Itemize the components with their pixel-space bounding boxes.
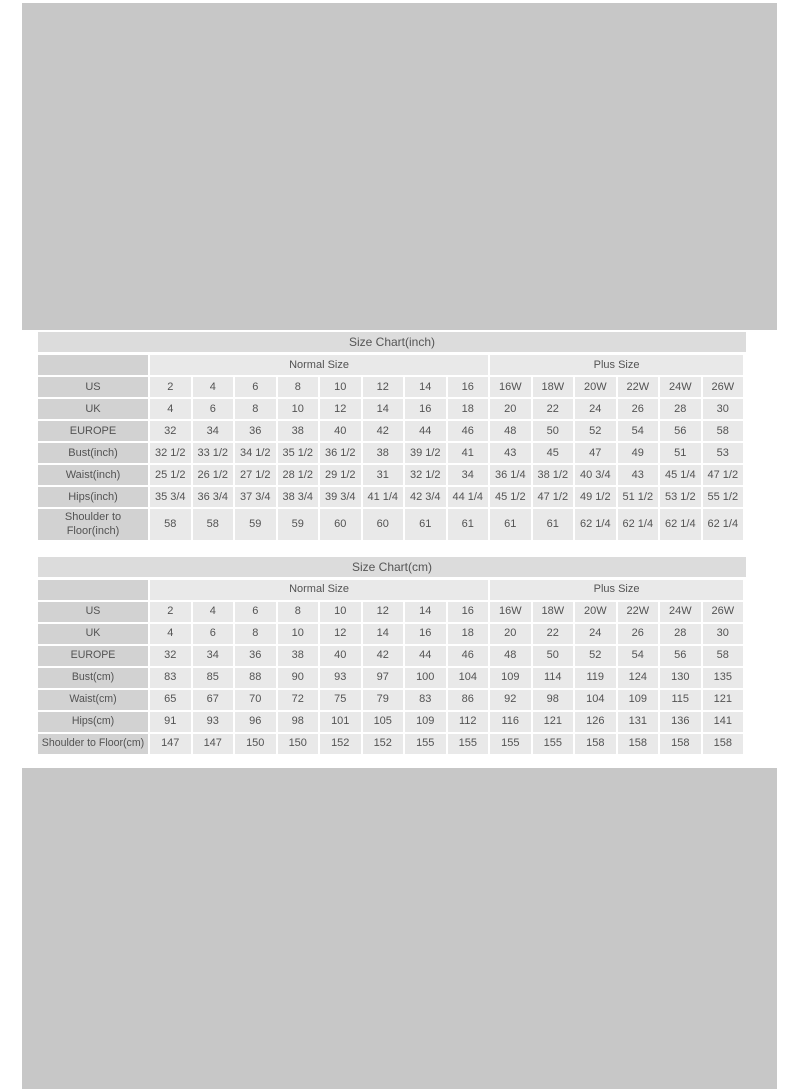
size-value-cell: 126 (575, 712, 616, 732)
size-value-cell: 35 3/4 (150, 487, 191, 507)
corner-cell (38, 580, 148, 600)
size-value-cell: 158 (618, 734, 659, 754)
size-value-cell: 12 (320, 624, 361, 644)
size-value-cell: 62 1/4 (618, 509, 659, 540)
size-value-cell: 8 (278, 377, 319, 397)
size-value-cell: 104 (448, 668, 489, 688)
size-value-cell: 109 (490, 668, 531, 688)
size-value-cell: 47 1/2 (533, 487, 574, 507)
size-value-cell: 41 1/4 (363, 487, 404, 507)
size-value-cell: 18W (533, 602, 574, 622)
row-label: Shoulder to Floor(cm) (38, 734, 148, 754)
size-value-cell: 44 (405, 421, 446, 441)
size-value-cell: 79 (363, 690, 404, 710)
size-value-cell: 45 (533, 443, 574, 463)
size-value-cell: 45 1/4 (660, 465, 701, 485)
size-value-cell: 155 (490, 734, 531, 754)
size-value-cell: 2 (150, 377, 191, 397)
row-label: US (38, 602, 148, 622)
size-value-cell: 98 (278, 712, 319, 732)
size-value-cell: 83 (405, 690, 446, 710)
size-value-cell: 98 (533, 690, 574, 710)
size-value-cell: 45 1/2 (490, 487, 531, 507)
row-label: EUROPE (38, 421, 148, 441)
size-value-cell: 92 (490, 690, 531, 710)
size-value-cell: 16 (448, 377, 489, 397)
size-value-cell: 62 1/4 (575, 509, 616, 540)
table-row (38, 421, 743, 441)
size-value-cell: 34 1/2 (235, 443, 276, 463)
size-value-cell: 158 (703, 734, 744, 754)
product-photo-placeholder-top (22, 3, 777, 330)
size-value-cell: 54 (618, 421, 659, 441)
size-value-cell: 114 (533, 668, 574, 688)
size-value-cell: 58 (150, 509, 191, 540)
corner-cell (38, 355, 148, 375)
size-value-cell: 59 (278, 509, 319, 540)
table-row (38, 690, 743, 710)
size-value-cell: 20W (575, 377, 616, 397)
size-value-cell: 38 (278, 421, 319, 441)
size-value-cell: 27 1/2 (235, 465, 276, 485)
size-value-cell: 6 (235, 377, 276, 397)
size-value-cell: 28 (660, 399, 701, 419)
size-value-cell: 62 1/4 (703, 509, 744, 540)
size-value-cell: 36 1/2 (320, 443, 361, 463)
size-value-cell: 101 (320, 712, 361, 732)
size-value-cell: 42 (363, 646, 404, 666)
size-value-cell: 40 (320, 421, 361, 441)
size-value-cell: 14 (363, 399, 404, 419)
column-group-header: Plus Size (490, 355, 743, 375)
table-row (38, 624, 743, 644)
table-row (38, 602, 743, 622)
size-value-cell: 115 (660, 690, 701, 710)
size-value-cell: 56 (660, 421, 701, 441)
size-value-cell: 155 (405, 734, 446, 754)
size-value-cell: 20 (490, 624, 531, 644)
size-value-cell: 150 (235, 734, 276, 754)
size-value-cell: 90 (278, 668, 319, 688)
size-value-cell: 83 (150, 668, 191, 688)
table-row (38, 734, 743, 754)
size-value-cell: 43 (618, 465, 659, 485)
size-value-cell: 25 1/2 (150, 465, 191, 485)
size-value-cell: 35 1/2 (278, 443, 319, 463)
size-value-cell: 12 (363, 377, 404, 397)
size-value-cell: 50 (533, 421, 574, 441)
size-value-cell: 93 (193, 712, 234, 732)
size-value-cell: 38 (363, 443, 404, 463)
size-value-cell: 20 (490, 399, 531, 419)
size-value-cell: 105 (363, 712, 404, 732)
size-value-cell: 22 (533, 399, 574, 419)
size-value-cell: 121 (533, 712, 574, 732)
size-value-cell: 61 (533, 509, 574, 540)
size-value-cell: 26W (703, 602, 744, 622)
size-value-cell: 58 (193, 509, 234, 540)
size-value-cell: 24 (575, 399, 616, 419)
size-value-cell: 24W (660, 377, 701, 397)
table-row (38, 487, 743, 507)
size-value-cell: 67 (193, 690, 234, 710)
size-value-cell: 4 (150, 399, 191, 419)
size-value-cell: 112 (448, 712, 489, 732)
size-value-cell: 91 (150, 712, 191, 732)
size-chart-inch-table (36, 353, 745, 542)
row-label: UK (38, 624, 148, 644)
size-value-cell: 75 (320, 690, 361, 710)
size-value-cell: 152 (320, 734, 361, 754)
row-label: Bust(inch) (38, 443, 148, 463)
size-value-cell: 36 (235, 646, 276, 666)
size-value-cell: 28 (660, 624, 701, 644)
size-value-cell: 16W (490, 377, 531, 397)
table-row (38, 668, 743, 688)
size-value-cell: 59 (235, 509, 276, 540)
size-value-cell: 121 (703, 690, 744, 710)
size-value-cell: 51 1/2 (618, 487, 659, 507)
size-value-cell: 34 (448, 465, 489, 485)
size-value-cell: 16W (490, 602, 531, 622)
size-value-cell: 18W (533, 377, 574, 397)
size-value-cell: 26 1/2 (193, 465, 234, 485)
size-value-cell: 10 (320, 377, 361, 397)
size-value-cell: 32 1/2 (405, 465, 446, 485)
column-group-header: Plus Size (490, 580, 743, 600)
size-value-cell: 31 (363, 465, 404, 485)
size-value-cell: 46 (448, 646, 489, 666)
size-value-cell: 42 (363, 421, 404, 441)
size-value-cell: 33 1/2 (193, 443, 234, 463)
size-value-cell: 155 (448, 734, 489, 754)
size-value-cell: 136 (660, 712, 701, 732)
size-value-cell: 36 1/4 (490, 465, 531, 485)
table-row (38, 646, 743, 666)
size-value-cell: 24W (660, 602, 701, 622)
column-group-header: Normal Size (150, 580, 488, 600)
size-chart-cm (38, 557, 746, 756)
size-value-cell: 49 (618, 443, 659, 463)
size-value-cell: 36 (235, 421, 276, 441)
size-value-cell: 18 (448, 399, 489, 419)
size-value-cell: 43 (490, 443, 531, 463)
size-value-cell: 60 (320, 509, 361, 540)
size-value-cell: 8 (278, 602, 319, 622)
size-value-cell: 39 1/2 (405, 443, 446, 463)
row-label: EUROPE (38, 646, 148, 666)
row-label: Waist(cm) (38, 690, 148, 710)
size-value-cell: 58 (703, 646, 744, 666)
size-value-cell: 39 3/4 (320, 487, 361, 507)
table-row (38, 465, 743, 485)
size-value-cell: 141 (703, 712, 744, 732)
row-label: Shoulder to Floor(inch) (38, 509, 148, 540)
size-value-cell: 116 (490, 712, 531, 732)
size-value-cell: 38 3/4 (278, 487, 319, 507)
size-value-cell: 47 1/2 (703, 465, 744, 485)
size-value-cell: 50 (533, 646, 574, 666)
size-value-cell: 70 (235, 690, 276, 710)
size-value-cell: 61 (405, 509, 446, 540)
row-label: Bust(cm) (38, 668, 148, 688)
size-value-cell: 152 (363, 734, 404, 754)
size-value-cell: 55 1/2 (703, 487, 744, 507)
size-value-cell: 58 (703, 421, 744, 441)
size-value-cell: 131 (618, 712, 659, 732)
size-value-cell: 6 (193, 624, 234, 644)
size-value-cell: 100 (405, 668, 446, 688)
size-value-cell: 72 (278, 690, 319, 710)
size-value-cell: 65 (150, 690, 191, 710)
size-value-cell: 6 (193, 399, 234, 419)
table-row (38, 443, 743, 463)
size-value-cell: 109 (618, 690, 659, 710)
table-row (38, 399, 743, 419)
size-value-cell: 41 (448, 443, 489, 463)
size-value-cell: 14 (405, 377, 446, 397)
size-value-cell: 119 (575, 668, 616, 688)
size-value-cell: 150 (278, 734, 319, 754)
size-value-cell: 22W (618, 377, 659, 397)
size-value-cell: 12 (320, 399, 361, 419)
size-value-cell: 155 (533, 734, 574, 754)
size-value-cell: 46 (448, 421, 489, 441)
row-label: Hips(inch) (38, 487, 148, 507)
size-value-cell: 44 1/4 (448, 487, 489, 507)
size-value-cell: 32 (150, 646, 191, 666)
size-value-cell: 53 (703, 443, 744, 463)
size-value-cell: 124 (618, 668, 659, 688)
size-chart-inch (38, 332, 746, 542)
size-value-cell: 12 (363, 602, 404, 622)
size-value-cell: 30 (703, 624, 744, 644)
size-value-cell: 62 1/4 (660, 509, 701, 540)
size-value-cell: 51 (660, 443, 701, 463)
size-value-cell: 93 (320, 668, 361, 688)
size-value-cell: 158 (575, 734, 616, 754)
size-value-cell: 37 3/4 (235, 487, 276, 507)
size-value-cell: 40 (320, 646, 361, 666)
size-value-cell: 61 (448, 509, 489, 540)
size-value-cell: 4 (193, 602, 234, 622)
size-value-cell: 10 (278, 399, 319, 419)
size-value-cell: 32 (150, 421, 191, 441)
size-value-cell: 54 (618, 646, 659, 666)
size-value-cell: 36 3/4 (193, 487, 234, 507)
size-chart-inch-title: Size Chart(inch) (38, 332, 746, 352)
size-value-cell: 34 (193, 646, 234, 666)
size-value-cell: 96 (235, 712, 276, 732)
table-row (38, 509, 743, 540)
size-value-cell: 18 (448, 624, 489, 644)
size-value-cell: 158 (660, 734, 701, 754)
size-value-cell: 22W (618, 602, 659, 622)
size-value-cell: 47 (575, 443, 616, 463)
size-chart-cm-title: Size Chart(cm) (38, 557, 746, 577)
size-value-cell: 6 (235, 602, 276, 622)
size-value-cell: 53 1/2 (660, 487, 701, 507)
table-row (38, 377, 743, 397)
size-value-cell: 26 (618, 624, 659, 644)
row-label: Hips(cm) (38, 712, 148, 732)
size-value-cell: 32 1/2 (150, 443, 191, 463)
size-value-cell: 85 (193, 668, 234, 688)
size-value-cell: 130 (660, 668, 701, 688)
size-value-cell: 10 (320, 602, 361, 622)
column-group-header-row (38, 355, 743, 375)
size-value-cell: 26W (703, 377, 744, 397)
size-value-cell: 20W (575, 602, 616, 622)
size-value-cell: 88 (235, 668, 276, 688)
size-value-cell: 28 1/2 (278, 465, 319, 485)
size-value-cell: 104 (575, 690, 616, 710)
row-label: Waist(inch) (38, 465, 148, 485)
row-label: US (38, 377, 148, 397)
size-value-cell: 147 (193, 734, 234, 754)
size-value-cell: 147 (150, 734, 191, 754)
size-value-cell: 61 (490, 509, 531, 540)
size-value-cell: 48 (490, 421, 531, 441)
size-value-cell: 38 (278, 646, 319, 666)
size-value-cell: 97 (363, 668, 404, 688)
size-value-cell: 44 (405, 646, 446, 666)
column-group-header: Normal Size (150, 355, 488, 375)
size-value-cell: 4 (193, 377, 234, 397)
size-value-cell: 52 (575, 646, 616, 666)
size-value-cell: 29 1/2 (320, 465, 361, 485)
size-value-cell: 2 (150, 602, 191, 622)
size-value-cell: 4 (150, 624, 191, 644)
size-value-cell: 34 (193, 421, 234, 441)
size-value-cell: 135 (703, 668, 744, 688)
size-value-cell: 10 (278, 624, 319, 644)
size-value-cell: 30 (703, 399, 744, 419)
size-value-cell: 86 (448, 690, 489, 710)
row-label: UK (38, 399, 148, 419)
size-value-cell: 24 (575, 624, 616, 644)
size-value-cell: 14 (363, 624, 404, 644)
size-value-cell: 16 (448, 602, 489, 622)
size-chart-cm-table (36, 578, 745, 756)
size-value-cell: 42 3/4 (405, 487, 446, 507)
size-value-cell: 48 (490, 646, 531, 666)
size-value-cell: 8 (235, 399, 276, 419)
column-group-header-row (38, 580, 743, 600)
size-value-cell: 26 (618, 399, 659, 419)
size-value-cell: 22 (533, 624, 574, 644)
size-value-cell: 16 (405, 399, 446, 419)
size-value-cell: 8 (235, 624, 276, 644)
table-row (38, 712, 743, 732)
product-photo-placeholder-bottom (22, 768, 777, 1089)
size-value-cell: 38 1/2 (533, 465, 574, 485)
size-value-cell: 40 3/4 (575, 465, 616, 485)
size-value-cell: 49 1/2 (575, 487, 616, 507)
size-value-cell: 14 (405, 602, 446, 622)
size-value-cell: 16 (405, 624, 446, 644)
size-value-cell: 109 (405, 712, 446, 732)
size-value-cell: 60 (363, 509, 404, 540)
size-value-cell: 56 (660, 646, 701, 666)
size-value-cell: 52 (575, 421, 616, 441)
size-charts-section (38, 332, 746, 771)
